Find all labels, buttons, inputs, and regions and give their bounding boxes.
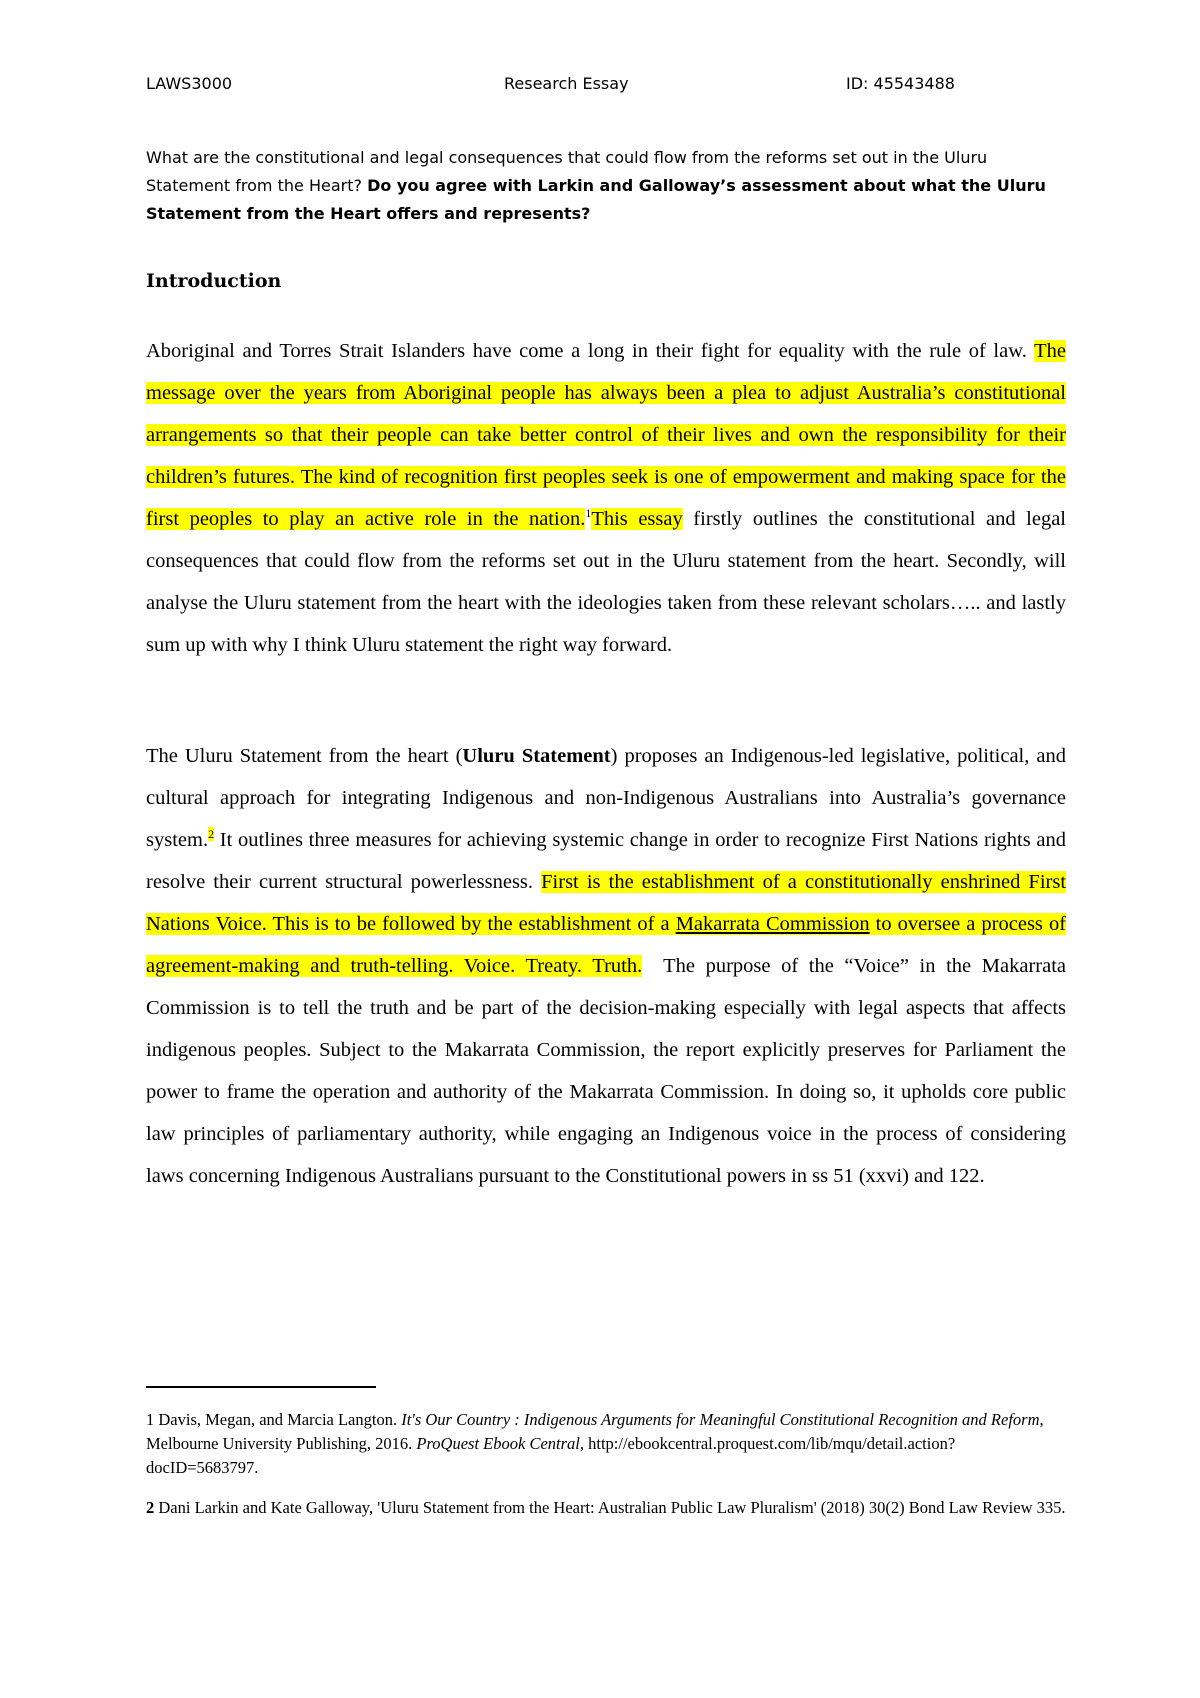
footnote-2 [146,1496,1066,1520]
p2-bold-term: Uluru Statement [462,745,611,767]
footnote-1-number: 1 [146,1410,155,1429]
footnote-ref-1: 1 [585,506,592,521]
document-type: Research Essay [504,74,629,93]
page-header [146,74,1056,100]
p1-highlight-1: The message over the years from Aboriginal people has always been a plea to adjust Australia’s constitutional arrangements so that their people can take better control of their lives and own the responsibility for their children’s futures. The kind of recognition first peoples seek is one of empowerment and making space for the first peoples to play an active role in the nation. [146,340,1066,530]
question-bold-text: Do you agree with Larkin and Galloway’s assessment about what the Uluru Statement from the Heart offers and represents? [146,176,1046,223]
p2-highlight-2: to oversee a process of agreement-making and truth-telling. Voice. Treaty. Truth. [146,913,1067,977]
footnote-1-title: It's Our Country : Indigenous Arguments for Meaningful Constitutional Recognition and Reform [401,1410,1040,1429]
footnote-2-number: 2 [146,1498,155,1517]
p2-text-1: The Uluru Statement from the heart ( [146,745,463,767]
footnote-2-text: Dani Larkin and Kate Galloway, 'Uluru Statement from the Heart: Australian Public Law Pluralism' (2018) 30(2) Bond Law Review 335. [158,1498,1066,1517]
p1-text-2: firstly outlines the constitutional and legal consequences that could flow from the reforms set out in the Uluru statement from the heart. Secondly, will analyse the Uluru statement from the heart with the ideologies taken from these relevant scholars….. and lastly sum up with why I think Uluru statement the right way forward. [146,508,1066,656]
p1-highlight-2: This essay [591,508,683,530]
footnote-ref-2: 2 [208,827,215,842]
p2-highlight-1: First is the establishment of a constitutionally enshrined First Nations Voice. This is to be followed by the establishment of a [146,871,1067,935]
question-text: What are the constitutional and legal consequences that could flow from the reforms set out in the Uluru Statement from the Heart? [146,148,988,195]
p2-text-3: It outlines three measures for achieving systemic change in order to recognize First Nations rights and resolve their current structural powerlessness. [146,829,1066,893]
p2-text-4: The purpose of the “Voice” in the Makarrata Commission is to tell the truth and be part of the decision-making especially with legal aspects that affects indigenous peoples. Subject to the Makarrata Commission, the report explicitly preserves for Parliament the power to frame the operation and authority of the Makarrata Commission. In doing so, it upholds core public law principles of parliamentary authority, while engaging an Indigenous voice in the process of considering laws concerning Indigenous Australians pursuant to the Constitutional powers in ss 51 (xxvi) and 122. [146,955,1066,1187]
student-id: ID: 45543488 [846,74,955,93]
footnote-1 [146,1408,1066,1480]
paragraph-2 [146,735,1066,1197]
footnote-separator [146,1386,376,1388]
course-code: LAWS3000 [146,74,233,93]
p1-text-1: Aboriginal and Torres Strait Islanders have come a long in their fight for equality with the rule of law. [146,340,1027,362]
footnote-1-authors: Davis, Megan, and Marcia Langton. [158,1410,398,1429]
footnote-1-publisher: , Melbourne University Publishing, 2016. [146,1410,1044,1453]
footnote-1-source: ProQuest Ebook Central [416,1434,580,1453]
paragraph-1 [146,330,1066,666]
essay-question [146,144,1066,228]
section-heading: Introduction [146,270,282,292]
footnote-1-url: , http://ebookcentral.proquest.com/lib/mqu/detail.action?docID=5683797. [146,1434,956,1477]
p2-text-2: ) proposes an Indigenous-led legislative, political, and cultural approach for integrating Indigenous and non-Indigenous Australians into Australia’s governance system. [146,745,1066,851]
makarrata-link[interactable]: Makarrata Commission [675,913,870,935]
